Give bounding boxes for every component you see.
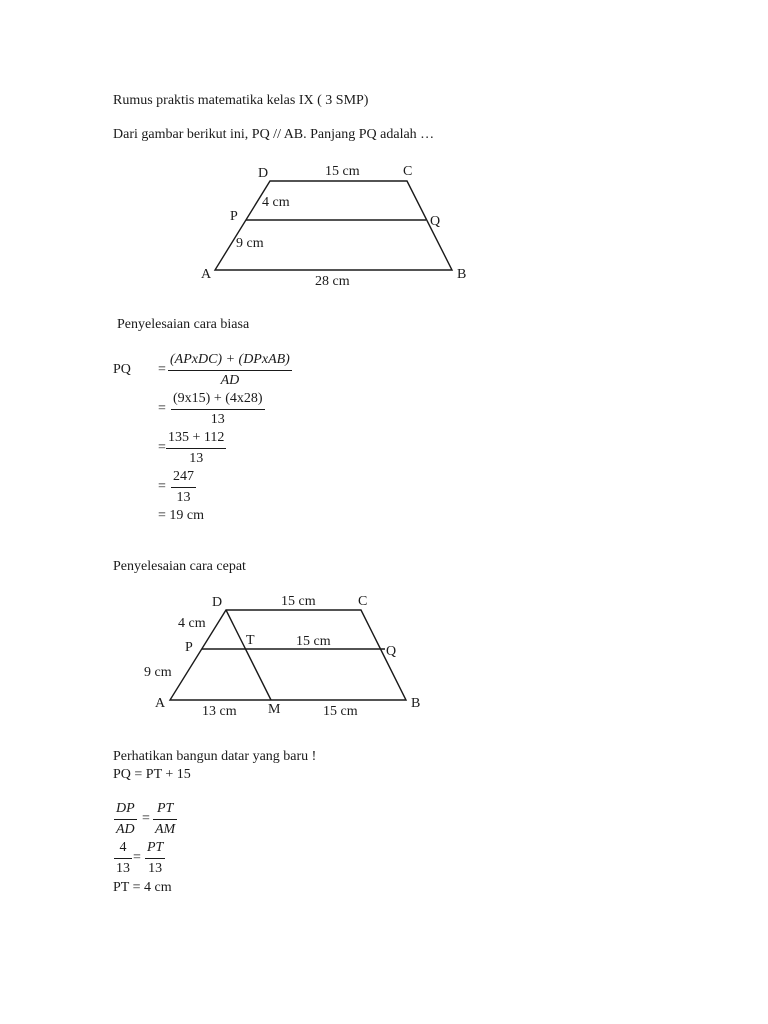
equals-sign: = <box>158 440 166 455</box>
measure-dc-1: 15 cm <box>325 164 360 179</box>
fraction-bar <box>145 858 165 859</box>
ratio2-right <box>145 840 165 877</box>
label-p1: P <box>230 209 238 224</box>
numerator: (9x15) + (4x28) <box>173 391 263 406</box>
observe-text: Perhatikan bangun datar yang baru ! <box>113 749 317 764</box>
label-d2: D <box>212 595 223 610</box>
label-t2: T <box>246 633 255 648</box>
document-title: Rumus praktis matematika kelas IX ( 3 SMP) <box>113 93 369 108</box>
numerator: PT <box>147 840 164 855</box>
denominator: AD <box>220 373 240 388</box>
ratio1-right <box>153 801 177 838</box>
numerator: DP <box>116 801 135 816</box>
equals-sign: = <box>158 401 166 416</box>
label-p2: P <box>185 640 193 655</box>
measure-ab-1: 28 cm <box>315 274 350 289</box>
equals-sign: = <box>142 811 150 826</box>
equals-sign: = <box>158 362 166 377</box>
denominator: 13 <box>176 490 191 505</box>
numerator: 135 + 112 <box>168 430 225 445</box>
measure-mb-2: 15 cm <box>323 704 358 719</box>
denominator: AM <box>155 822 176 837</box>
label-c2: C <box>358 594 368 609</box>
measure-pa-2: 9 cm <box>144 665 172 680</box>
measure-tq-2: 15 cm <box>296 634 331 649</box>
measure-pa-1: 9 cm <box>236 236 264 251</box>
solution-regular-heading: Penyelesaian cara biasa <box>117 317 250 332</box>
label-q2: Q <box>386 644 397 659</box>
label-q1: Q <box>430 214 441 229</box>
label-a2: A <box>155 696 166 711</box>
solution-quick-heading: Penyelesaian cara cepat <box>113 559 246 574</box>
numerator: PT <box>156 801 174 816</box>
denominator: AD <box>116 822 135 837</box>
ratio2-left <box>114 840 132 877</box>
numerator: 247 <box>173 469 194 484</box>
ratio1-left <box>114 801 137 838</box>
label-m2: M <box>268 702 281 717</box>
fraction-bar <box>114 819 137 820</box>
equals-sign: = <box>133 850 141 865</box>
measure-dp-2: 4 cm <box>178 616 206 631</box>
measure-dc-2: 15 cm <box>281 594 316 609</box>
numerator: 4 <box>119 840 127 855</box>
label-a1: A <box>201 267 212 282</box>
label-b1: B <box>457 267 467 282</box>
denominator: 13 <box>210 412 225 427</box>
equals-sign: = <box>158 479 166 494</box>
question-text: Dari gambar berikut ini, PQ // AB. Panjang PQ adalah … <box>113 127 435 142</box>
denominator: 13 <box>148 861 163 876</box>
label-b2: B <box>411 696 421 711</box>
denominator: 13 <box>189 451 204 466</box>
label-d1: D <box>258 166 269 181</box>
measure-am-2: 13 cm <box>202 704 237 719</box>
fraction-bar <box>114 858 132 859</box>
denominator: 13 <box>116 861 130 876</box>
fraction-bar <box>153 819 177 820</box>
numerator: (APxDC) + (DPxAB) <box>170 352 290 367</box>
measure-dp-1: 4 cm <box>262 195 290 210</box>
pt-result: PT = 4 cm <box>113 880 172 895</box>
label-c1: C <box>403 164 413 179</box>
pq-relation: PQ = PT + 15 <box>113 767 191 782</box>
pq-label: PQ <box>113 362 131 377</box>
result-text: = 19 cm <box>158 508 204 523</box>
